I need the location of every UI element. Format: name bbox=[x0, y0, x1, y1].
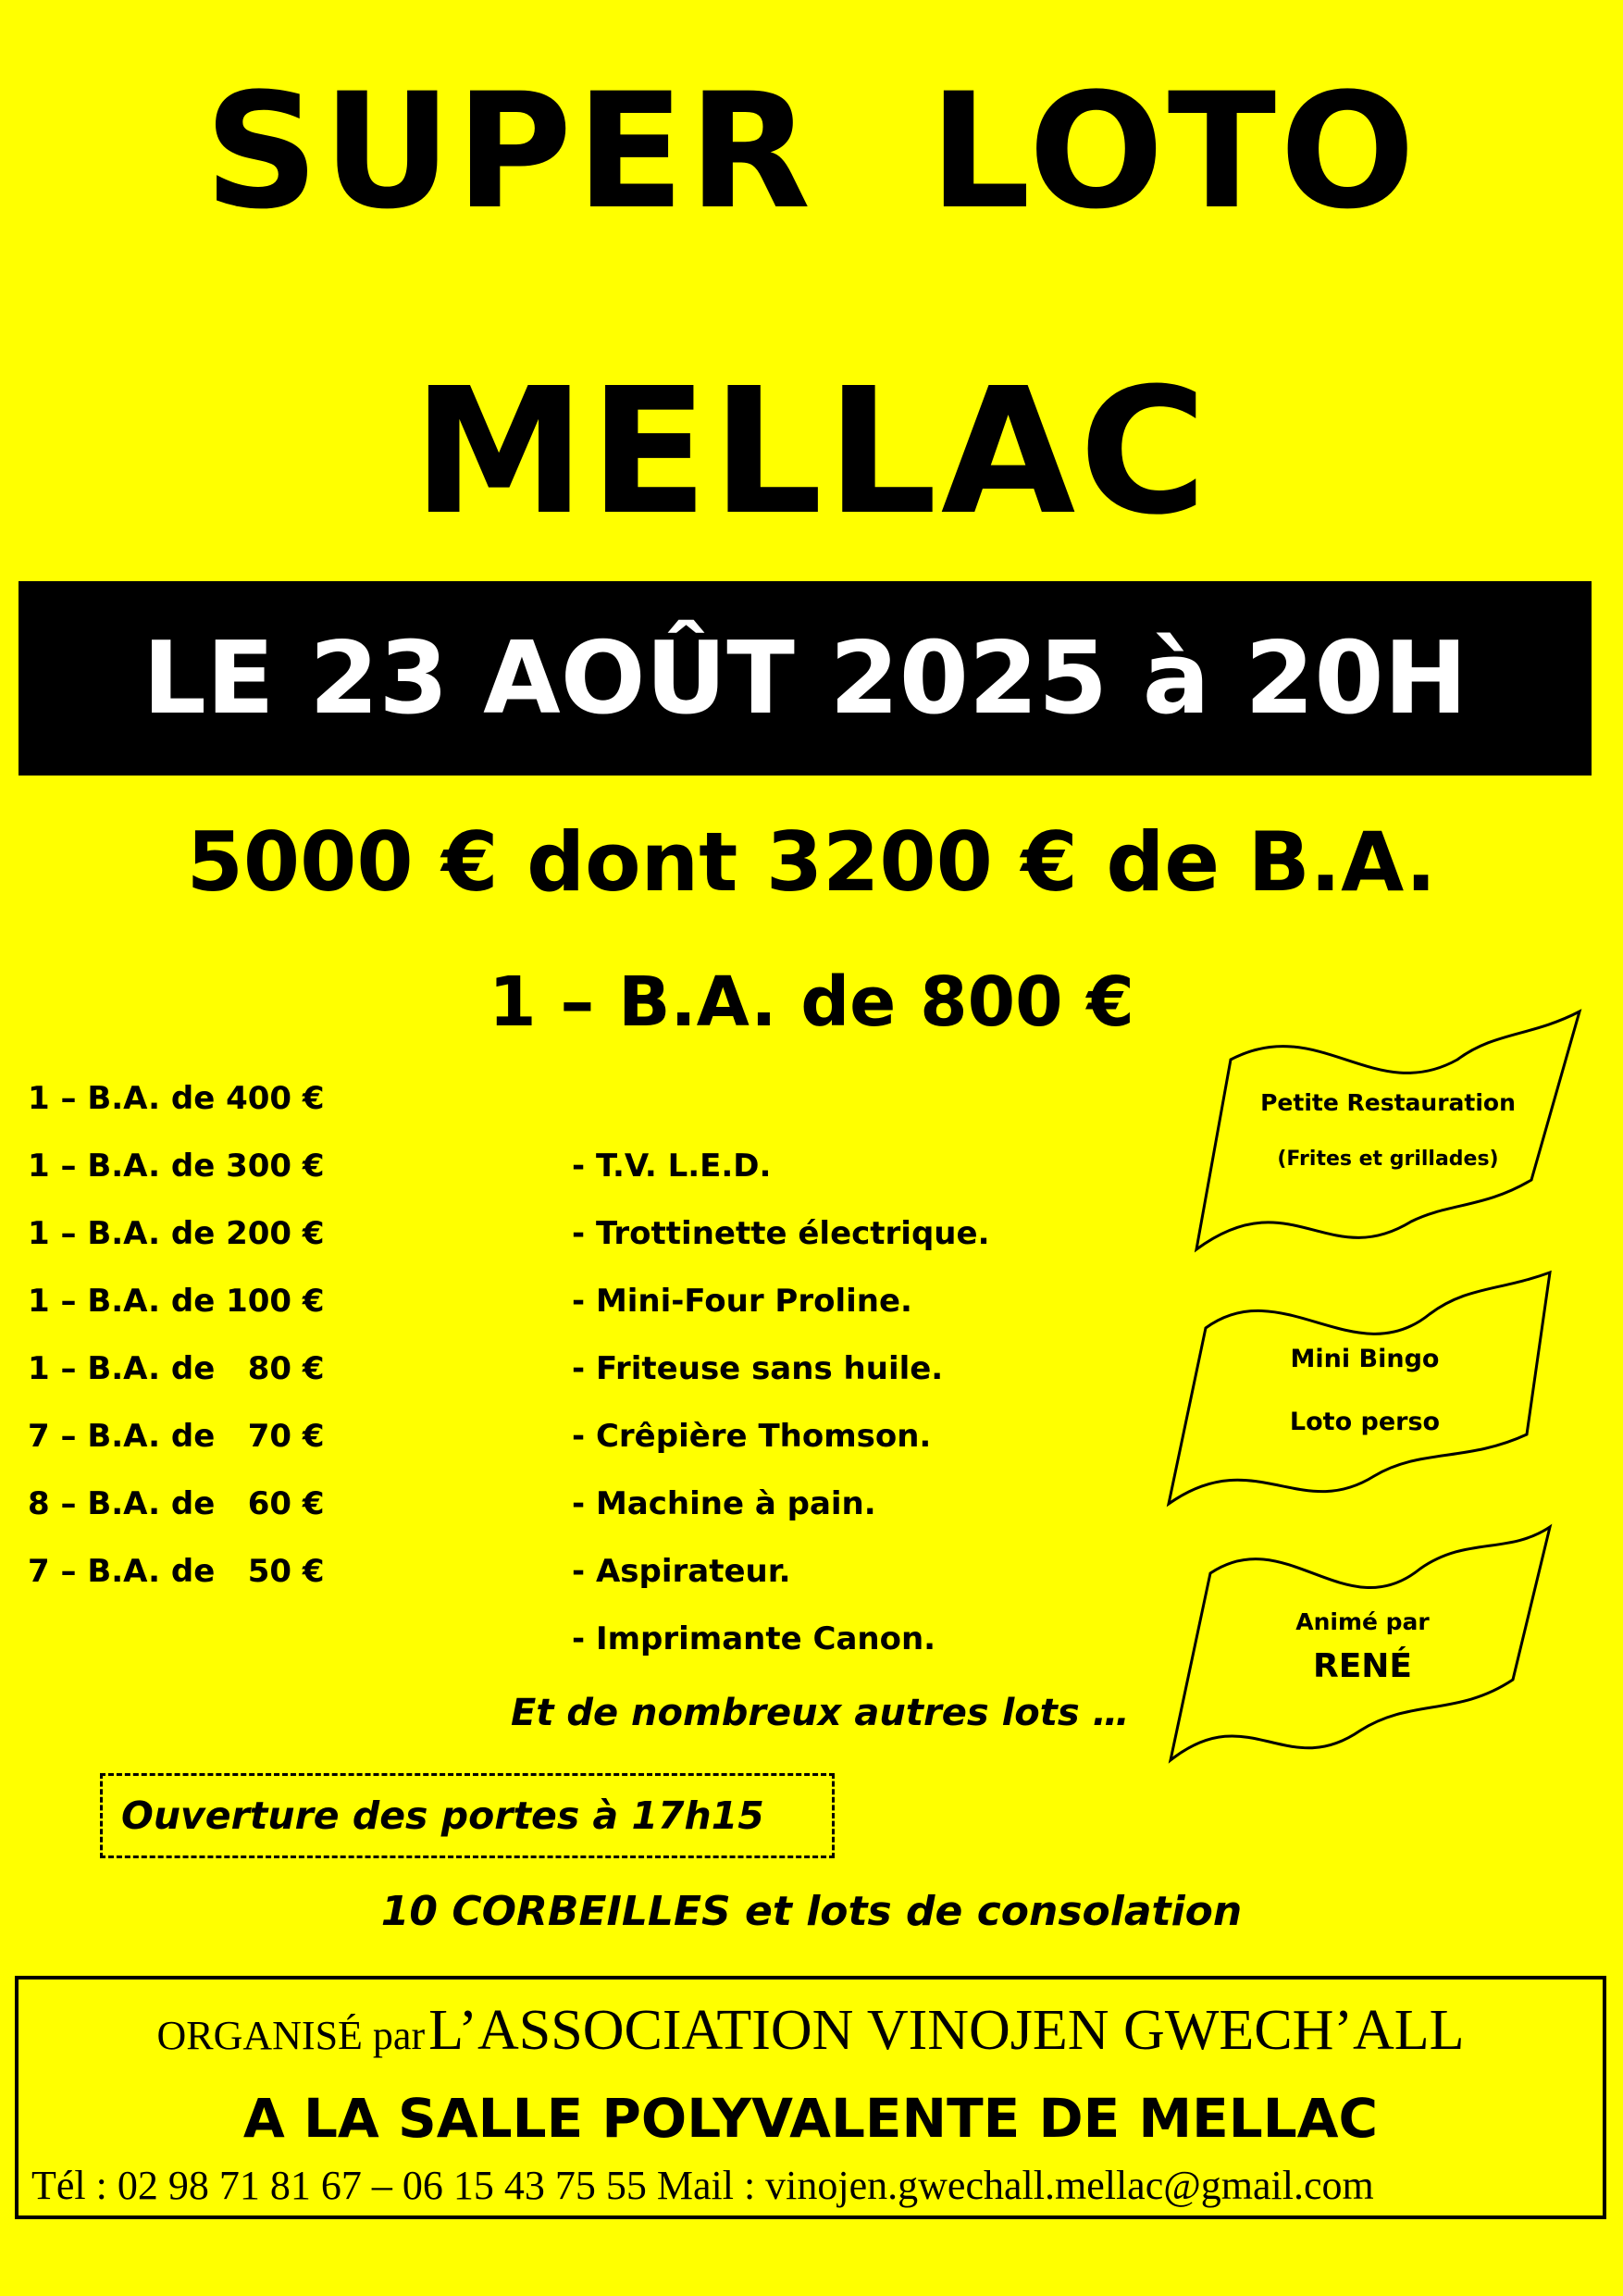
title-super-loto: SUPER LOTO bbox=[204, 58, 1419, 244]
ba-list-item: 1 – B.A. de 200 € bbox=[28, 1215, 325, 1252]
lot-list-item: - Crêpière Thomson. bbox=[572, 1418, 932, 1455]
doors-opening-box bbox=[100, 1773, 835, 1858]
contact-line: Tél : 02 98 71 81 67 – 06 15 43 75 55 Mail : vinojen.gwechall.mellac@gmail.com bbox=[31, 2163, 1374, 2208]
wavy-flag-shape bbox=[1189, 1004, 1587, 1259]
flag-bingo bbox=[1161, 1263, 1568, 1508]
ba-list-item: 8 – B.A. de 60 € bbox=[28, 1485, 325, 1522]
flag-restauration-line1: Petite Restauration bbox=[1260, 1089, 1516, 1116]
lot-list-item: - Machine à pain. bbox=[572, 1485, 876, 1522]
flag-host-line1: Animé par bbox=[1295, 1608, 1430, 1635]
lot-list-item: - Imprimante Canon. bbox=[572, 1620, 936, 1657]
lot-list-item: - Trottinette électrique. bbox=[572, 1215, 990, 1252]
wavy-flag-shape bbox=[1157, 1518, 1568, 1763]
organizer-box bbox=[15, 1976, 1606, 2219]
ba-list-item: 1 – B.A. de 80 € bbox=[28, 1350, 325, 1387]
date-banner bbox=[19, 581, 1592, 776]
main-prize: 1 – B.A. de 800 € bbox=[489, 962, 1134, 1042]
ba-list-item: 7 – B.A. de 70 € bbox=[28, 1418, 325, 1455]
lot-list-item: - Aspirateur. bbox=[572, 1553, 791, 1590]
lot-list-item: - Mini-Four Proline. bbox=[572, 1283, 912, 1320]
wavy-flag-shape bbox=[1161, 1263, 1568, 1508]
flag-host-line2: RENÉ bbox=[1312, 1647, 1413, 1685]
association-name: L’ASSOCIATION VINOJEN GWECH’ALL bbox=[428, 1999, 1465, 2062]
lot-list-item: - Friteuse sans huile. bbox=[572, 1350, 944, 1387]
ba-list-item: 1 – B.A. de 100 € bbox=[28, 1283, 325, 1320]
lot-list-item: - T.V. L.E.D. bbox=[572, 1148, 772, 1185]
more-lots-text: Et de nombreux autres lots … bbox=[511, 1692, 1130, 1734]
ba-list-item: 7 – B.A. de 50 € bbox=[28, 1553, 325, 1590]
ba-list-item: 1 – B.A. de 300 € bbox=[28, 1148, 325, 1185]
flag-bingo-line1: Mini Bingo bbox=[1290, 1345, 1440, 1373]
flag-restauration-line2: (Frites et grillades) bbox=[1277, 1148, 1499, 1171]
venue-line: A LA SALLE POLYVALENTE DE MELLAC bbox=[242, 2087, 1379, 2150]
ba-list-item: 1 – B.A. de 400 € bbox=[28, 1080, 325, 1117]
date-banner-text: LE 23 AOÛT 2025 à 20H bbox=[142, 620, 1468, 737]
flag-host bbox=[1157, 1518, 1568, 1763]
flag-bingo-line2: Loto perso bbox=[1289, 1408, 1441, 1436]
baskets-text: 10 CORBEILLES et lots de consolation bbox=[380, 1888, 1243, 1935]
organizer-line bbox=[19, 1998, 1603, 2064]
doors-opening-text: Ouverture des portes à 17h15 bbox=[121, 1793, 764, 1838]
organise-prefix: ORGANISÉ par bbox=[156, 2013, 426, 2058]
flag-restauration bbox=[1189, 1004, 1587, 1259]
title-mellac: MELLAC bbox=[412, 351, 1211, 553]
total-prize: 5000 € dont 3200 € de B.A. bbox=[186, 814, 1437, 910]
